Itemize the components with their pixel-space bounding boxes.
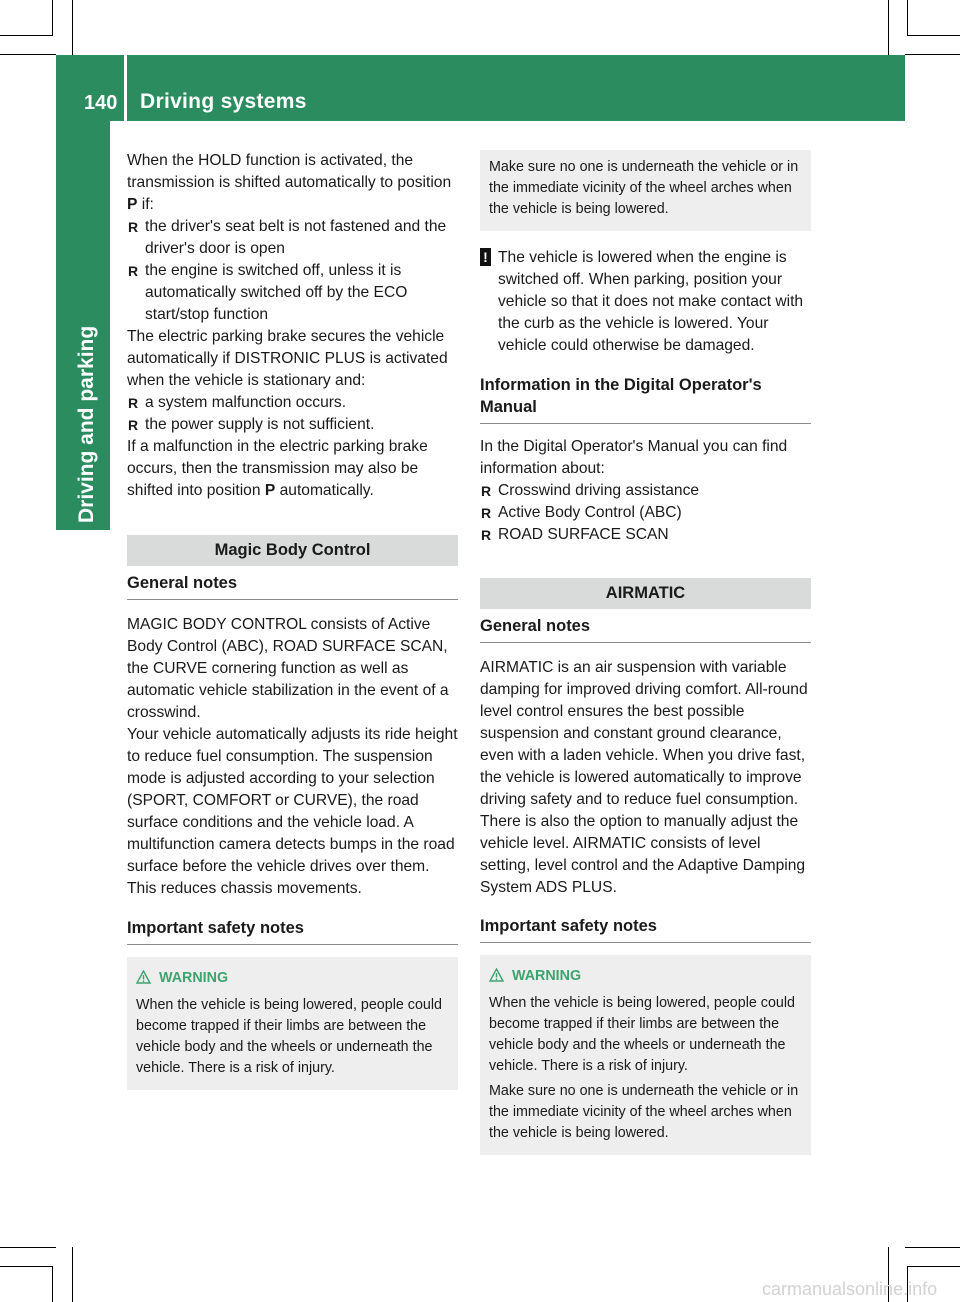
safety-notes-heading: Important safety notes bbox=[480, 915, 811, 943]
magic-body-control-title: Magic Body Control bbox=[127, 535, 458, 566]
watermark: carmanualsonline.info bbox=[762, 1279, 938, 1299]
warning-label: WARNING bbox=[511, 968, 582, 984]
crop-mark bbox=[72, 0, 73, 55]
position-p: P bbox=[264, 482, 276, 499]
note bbox=[480, 247, 811, 357]
chapter-tab bbox=[56, 121, 110, 530]
epb-conditions-list bbox=[127, 392, 458, 436]
safety-notes-heading: Important safety notes bbox=[127, 917, 458, 945]
digital-manual-heading: Information in the Digital Operator's Manual bbox=[480, 374, 811, 424]
crop-mark bbox=[52, 0, 53, 36]
crop-mark bbox=[905, 54, 960, 55]
crop-mark bbox=[905, 1247, 960, 1248]
list-item: R the driver's seat belt is not fastened and the driver's door is open bbox=[127, 216, 458, 260]
digital-manual-text: In the Digital Operator's Manual you can find information about: bbox=[480, 438, 788, 477]
page-number: 140 bbox=[84, 92, 118, 114]
crop-mark bbox=[907, 0, 908, 36]
list-item: R Crosswind driving assistance bbox=[480, 480, 811, 502]
warning-box bbox=[127, 957, 458, 1090]
general-notes-heading: General notes bbox=[480, 615, 811, 643]
crop-mark bbox=[0, 54, 56, 55]
hold-intro: When the HOLD function is activated, the transmission is shifted automatically to position P if: bbox=[127, 152, 452, 213]
airmatic-title: AIRMATIC bbox=[480, 578, 811, 609]
warning-text: When the vehicle is being lowered, people could become trapped if their limbs are between the vehicle body and the wheels or underneath the vehicle. There is a risk of injury. bbox=[136, 997, 442, 1076]
warning-text: When the vehicle is being lowered, people could become trapped if their limbs are between the vehicle body and the wheels or underneath the vehicle. There is a risk of injury. bbox=[489, 995, 795, 1074]
list-item: R the engine is switched off, unless it is automatically switched off by the ECO start/stop function bbox=[127, 260, 458, 326]
note-text: The vehicle is lowered when the engine is switched off. When parking, position your vehicle so that it does not make contact with the curb as the vehicle is lowered. Your vehicle could otherwise be damaged. bbox=[498, 249, 804, 354]
crop-mark bbox=[908, 35, 960, 36]
right-column bbox=[480, 150, 811, 1155]
list-item: R Active Body Control (ABC) bbox=[480, 502, 811, 524]
general-notes-heading: General notes bbox=[127, 572, 458, 600]
position-p: P bbox=[127, 196, 138, 213]
crop-mark bbox=[0, 1266, 52, 1267]
crop-mark bbox=[0, 1247, 56, 1248]
epb-text: The electric parking brake secures the vehicle automatically if DISTRONIC PLUS is activated when the vehicle is stationary and: bbox=[127, 328, 448, 389]
crop-mark bbox=[72, 1247, 73, 1302]
warning-triangle-icon bbox=[136, 970, 151, 991]
list-item: R the power supply is not sufficient. bbox=[127, 414, 458, 436]
mbc-paragraph-2: Your vehicle automatically adjusts its ride height to reduce fuel consumption. The suspension mode is adjusted according to your selection (SPORT, COMFORT or CURVE), the road surface conditions and the vehicle load. A multifunction camera detects bumps in the road surface before the vehicle drives over them. This reduces chassis movements. bbox=[127, 726, 458, 897]
warning-label: WARNING bbox=[158, 970, 229, 986]
list-item: R a system malfunction occurs. bbox=[127, 392, 458, 414]
left-column bbox=[127, 150, 458, 1090]
crop-mark bbox=[0, 35, 52, 36]
header-separator bbox=[124, 55, 127, 121]
chapter-tab-label: Driving and parking bbox=[75, 325, 98, 523]
malfunction-text: If a malfunction in the electric parking brake occurs, then the transmission may also be shifted into position P automatically. bbox=[127, 438, 428, 499]
mbc-paragraph-1: MAGIC BODY CONTROL consists of Active Body Control (ABC), ROAD SURFACE SCAN, the CURVE cornering function as well as automatic vehicle stabilization in the event of a crosswind. bbox=[127, 616, 449, 721]
warning-box bbox=[480, 955, 811, 1155]
crop-mark bbox=[52, 1266, 53, 1302]
digital-manual-list bbox=[480, 480, 811, 546]
crop-mark bbox=[908, 1266, 960, 1267]
airmatic-text: AIRMATIC is an air suspension with variable damping for improved driving comfort. All-round level control ensures the best possible suspension and constant ground clearance, even with a laden vehicle. When you drive fast, the vehicle is lowered automatically to improve driving safety and to reduce fuel consumption. There is also the option to manually adjust the vehicle level. AIRMATIC consists of level setting, level control and the Adaptive Damping System ADS PLUS. bbox=[480, 659, 808, 896]
exclamation-icon: ! bbox=[480, 248, 491, 266]
warning-triangle-icon bbox=[489, 968, 504, 989]
warning-continuation-box: Make sure no one is underneath the vehicle or in the immediate vicinity of the wheel arches when the vehicle is being lowered. bbox=[480, 150, 811, 231]
list-item: R ROAD SURFACE SCAN bbox=[480, 524, 811, 546]
section-title: Driving systems bbox=[140, 90, 307, 113]
warning-text: Make sure no one is underneath the vehicle or in the immediate vicinity of the wheel arches when the vehicle is being lowered. bbox=[489, 1083, 799, 1141]
hold-conditions-list bbox=[127, 216, 458, 326]
crop-mark bbox=[888, 0, 889, 55]
